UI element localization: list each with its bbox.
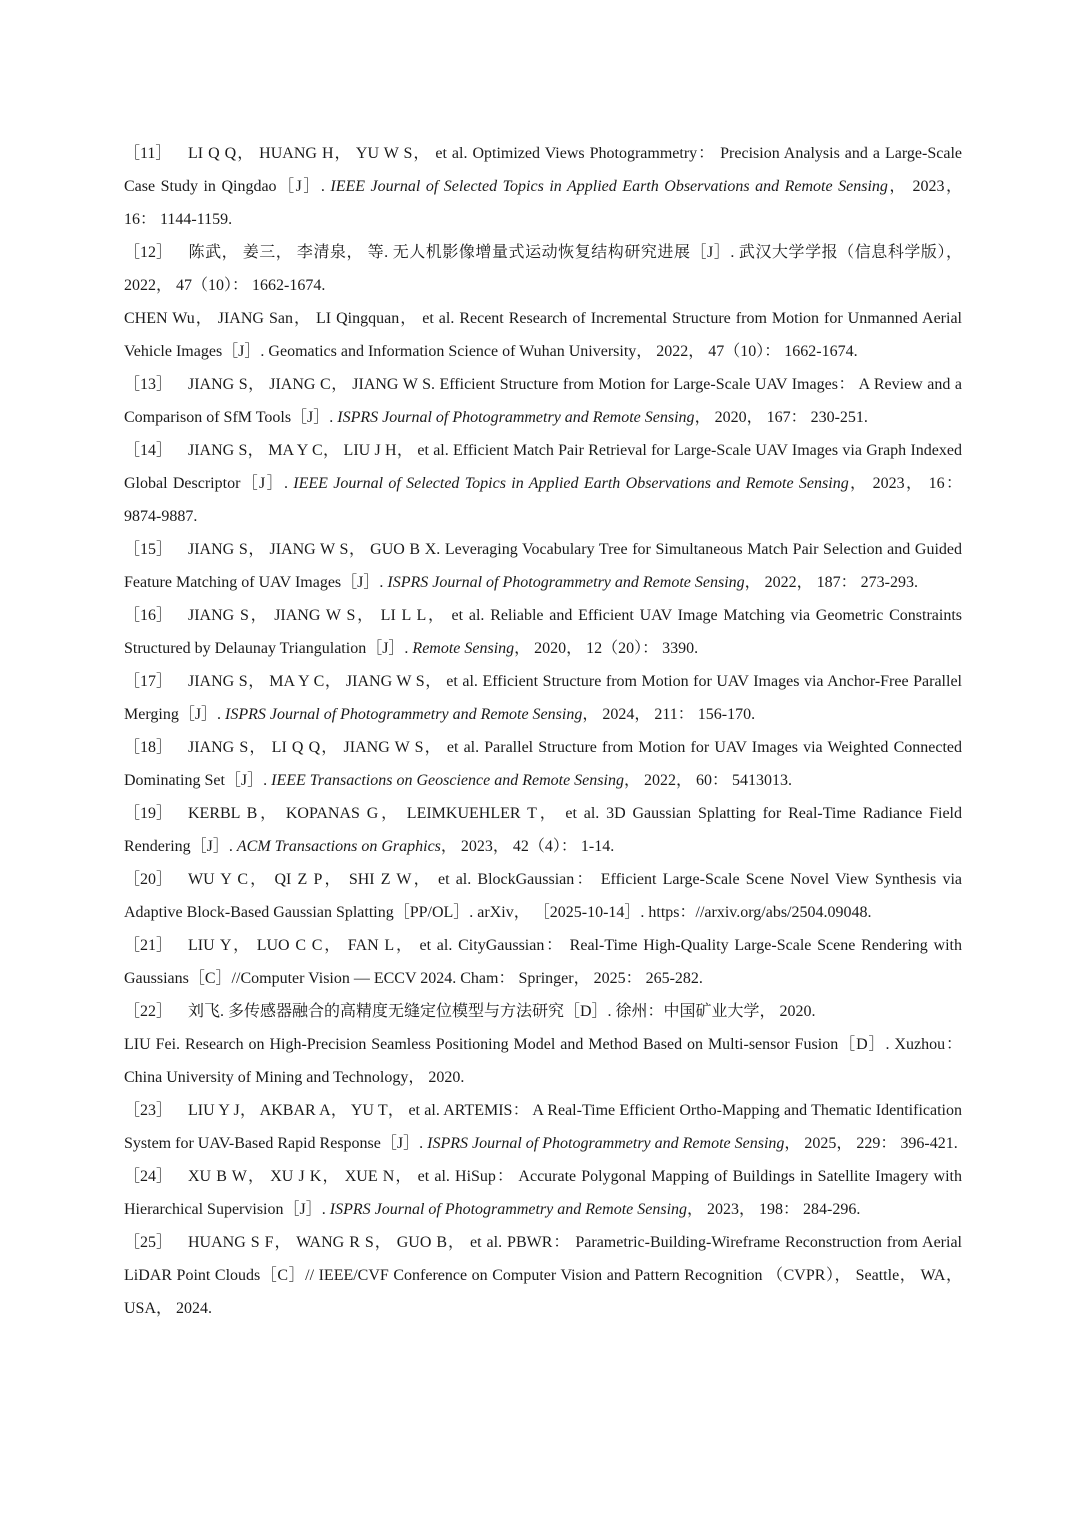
reference-venue: Remote Sensing — [412, 640, 515, 657]
reference-number: ［15］ — [124, 541, 173, 558]
reference-23 — [124, 1094, 962, 1160]
reference-text: 陈武， 姜三， 李清泉， 等. 无人机影像增量式运动恢复结构研究进展［J］. 武汉大学学报（信息科学版）， 2022， 47（10）： 1662-1674. — [124, 244, 962, 294]
reference-text: CHEN Wu， JIANG San， LI Qingquan， et al. Recent Research of Incremental Structure from Motion for Unmanned Aerial Vehicle Images［J］. — [124, 310, 962, 360]
reference-details: ， 2023， 198： 284-296. — [687, 1201, 861, 1218]
reference-text: XU B W， XU J K， XUE N， et al. HiSup： Accurate Polygonal Mapping of Buildings in Satellite Imagery with Hierarchical Supervision［J］. — [124, 1168, 962, 1218]
reference-text: LIU Y， LUO C C， FAN L， et al. CityGaussian： Real-Time High-Quality Large-Scale Scene Rendering with Gaussians［C］//Computer Vision — ECCV 2024. Cham： Springer， 2025： 265-282. — [124, 937, 962, 987]
reference-venue: IEEE Transactions on Geoscience and Remote Sensing — [271, 772, 624, 789]
reference-venue: IEEE Journal of Selected Topics in Applied Earth Observations and Remote Sensing — [330, 178, 888, 195]
reference-text: JIANG S， JIANG W S， LI L L， et al. Reliable and Efficient UAV Image Matching via Geometric Constraints Structured by Delaunay Triangulation［J］. — [124, 607, 962, 657]
reference-venue: Geomatics and Information Science of Wuhan University — [268, 343, 637, 360]
reference-text: WU Y C， QI Z P， SHI Z W， et al. BlockGaussian： Efficient Large-Scale Scene Novel View Synthesis via Adaptive Block-Based Gaussian Splatting［PP/OL］. arXiv， ［2025-10-14］. https：//arxiv.org/abs/2504.09048. — [124, 871, 962, 921]
reference-list — [124, 137, 962, 1325]
reference-number: ［20］ — [124, 871, 173, 888]
reference-number: ［23］ — [124, 1102, 173, 1119]
reference-19 — [124, 797, 962, 863]
reference-22 — [124, 995, 962, 1028]
reference-number: ［13］ — [124, 376, 173, 393]
reference-11 — [124, 137, 962, 236]
reference-details: ， 2022， 60： 5413013. — [623, 772, 792, 789]
reference-number: ［19］ — [124, 805, 173, 822]
reference-venue: ISPRS Journal of Photogrammetry and Remote Sensing — [329, 1201, 688, 1218]
reference-15 — [124, 533, 962, 599]
reference-details: ， 2022， 47（10）： 1662-1674. — [636, 343, 858, 360]
reference-text: 刘飞. 多传感器融合的高精度无缝定位模型与方法研究［D］. 徐州：中国矿业大学， 2020. — [188, 1003, 816, 1020]
reference-venue: ISPRS Journal of Photogrammetry and Remote Sensing — [387, 574, 745, 591]
reference-details: ， 2023， 42（4）： 1-14. — [440, 838, 615, 855]
reference-details: ， 2024， 211： 156-170. — [582, 706, 756, 723]
reference-text: LIU Fei. Research on High-Precision Seamless Positioning Model and Method Based on Multi-sensor Fusion［D］. Xuzhou：China University of Mining and Technology， 2020. — [124, 1036, 962, 1086]
reference-number: ［16］ — [124, 607, 173, 624]
reference-text: JIANG S， JIANG W S， GUO B X. Leveraging Vocabulary Tree for Simultaneous Match Pair Selection and Guided Feature Matching of UAV Images［J］. — [124, 541, 962, 591]
reference-text: LIU Y J， AKBAR A， YU T， et al. ARTEMIS： A Real-Time Efficient Ortho-Mapping and Thematic Identification System for UAV-Based Rapid Response［J］. — [124, 1102, 962, 1152]
reference-number: ［17］ — [124, 673, 173, 690]
reference-details: ， 2023， 16： 9874-9887. — [124, 475, 962, 525]
reference-22-translation — [124, 1028, 962, 1094]
reference-text: JIANG S， JIANG C， JIANG W S. Efficient Structure from Motion for Large-Scale UAV Images： A Review and a Comparison of SfM Tools［J］. — [124, 376, 962, 426]
reference-20 — [124, 863, 962, 929]
reference-number: ［22］ — [124, 1003, 173, 1020]
reference-25 — [124, 1226, 962, 1325]
reference-number: ［21］ — [124, 937, 173, 954]
reference-text: LI Q Q， HUANG H， YU W S， et al. Optimized Views Photogrammetry： Precision Analysis and a Large-Scale Case Study in Qingdao［J］. — [124, 145, 962, 195]
reference-12-translation — [124, 302, 962, 368]
reference-13 — [124, 368, 962, 434]
reference-number: ［18］ — [124, 739, 173, 756]
reference-number: ［11］ — [124, 145, 172, 162]
reference-21 — [124, 929, 962, 995]
reference-14 — [124, 434, 962, 533]
reference-venue: ISPRS Journal of Photogrammetry and Remote Sensing — [337, 409, 695, 426]
reference-number: ［12］ — [124, 244, 173, 261]
reference-number: ［25］ — [124, 1234, 173, 1251]
reference-venue: ISPRS Journal of Photogrammetry and Remote Sensing — [225, 706, 583, 723]
reference-number: ［14］ — [124, 442, 173, 459]
reference-17 — [124, 665, 962, 731]
reference-venue: ISPRS Journal of Photogrammetry and Remote Sensing — [427, 1135, 785, 1152]
reference-details: ， 2025， 229： 396-421. — [784, 1135, 958, 1152]
reference-text: JIANG S， MA Y C， LIU J H， et al. Efficient Match Pair Retrieval for Large-Scale UAV Images via Graph Indexed Global Descriptor［J］. — [124, 442, 962, 492]
reference-text: KERBL B， KOPANAS G， LEIMKUEHLER T， et al. 3D Gaussian Splatting for Real-Time Radiance Field Rendering［J］. — [124, 805, 962, 855]
reference-venue: IEEE Journal of Selected Topics in Applied Earth Observations and Remote Sensing — [293, 475, 849, 492]
reference-text: JIANG S， MA Y C， JIANG W S， et al. Efficient Structure from Motion for UAV Images via Anchor-Free Parallel Merging［J］. — [124, 673, 962, 723]
reference-12 — [124, 236, 962, 302]
reference-18 — [124, 731, 962, 797]
reference-details: ， 2020， 12（20）： 3390. — [514, 640, 699, 657]
reference-16 — [124, 599, 962, 665]
reference-venue: ACM Transactions on Graphics — [236, 838, 441, 855]
reference-details: ， 2023， 16： 1144-1159. — [124, 178, 962, 228]
reference-text: HUANG S F， WANG R S， GUO B， et al. PBWR： Parametric-Building-Wireframe Reconstruction from Aerial LiDAR Point Clouds［C］// IEEE/CVF Conference on Computer Vision and Pattern Recognition （CVPR）， Seattle， WA， USA， 2024. — [124, 1234, 962, 1317]
reference-details: ， 2022， 187： 273-293. — [744, 574, 918, 591]
reference-number: ［24］ — [124, 1168, 173, 1185]
reference-text: JIANG S， LI Q Q， JIANG W S， et al. Parallel Structure from Motion for UAV Images via Weighted Connected Dominating Set［J］. — [124, 739, 962, 789]
reference-details: ， 2020， 167： 230-251. — [694, 409, 868, 426]
reference-24 — [124, 1160, 962, 1226]
